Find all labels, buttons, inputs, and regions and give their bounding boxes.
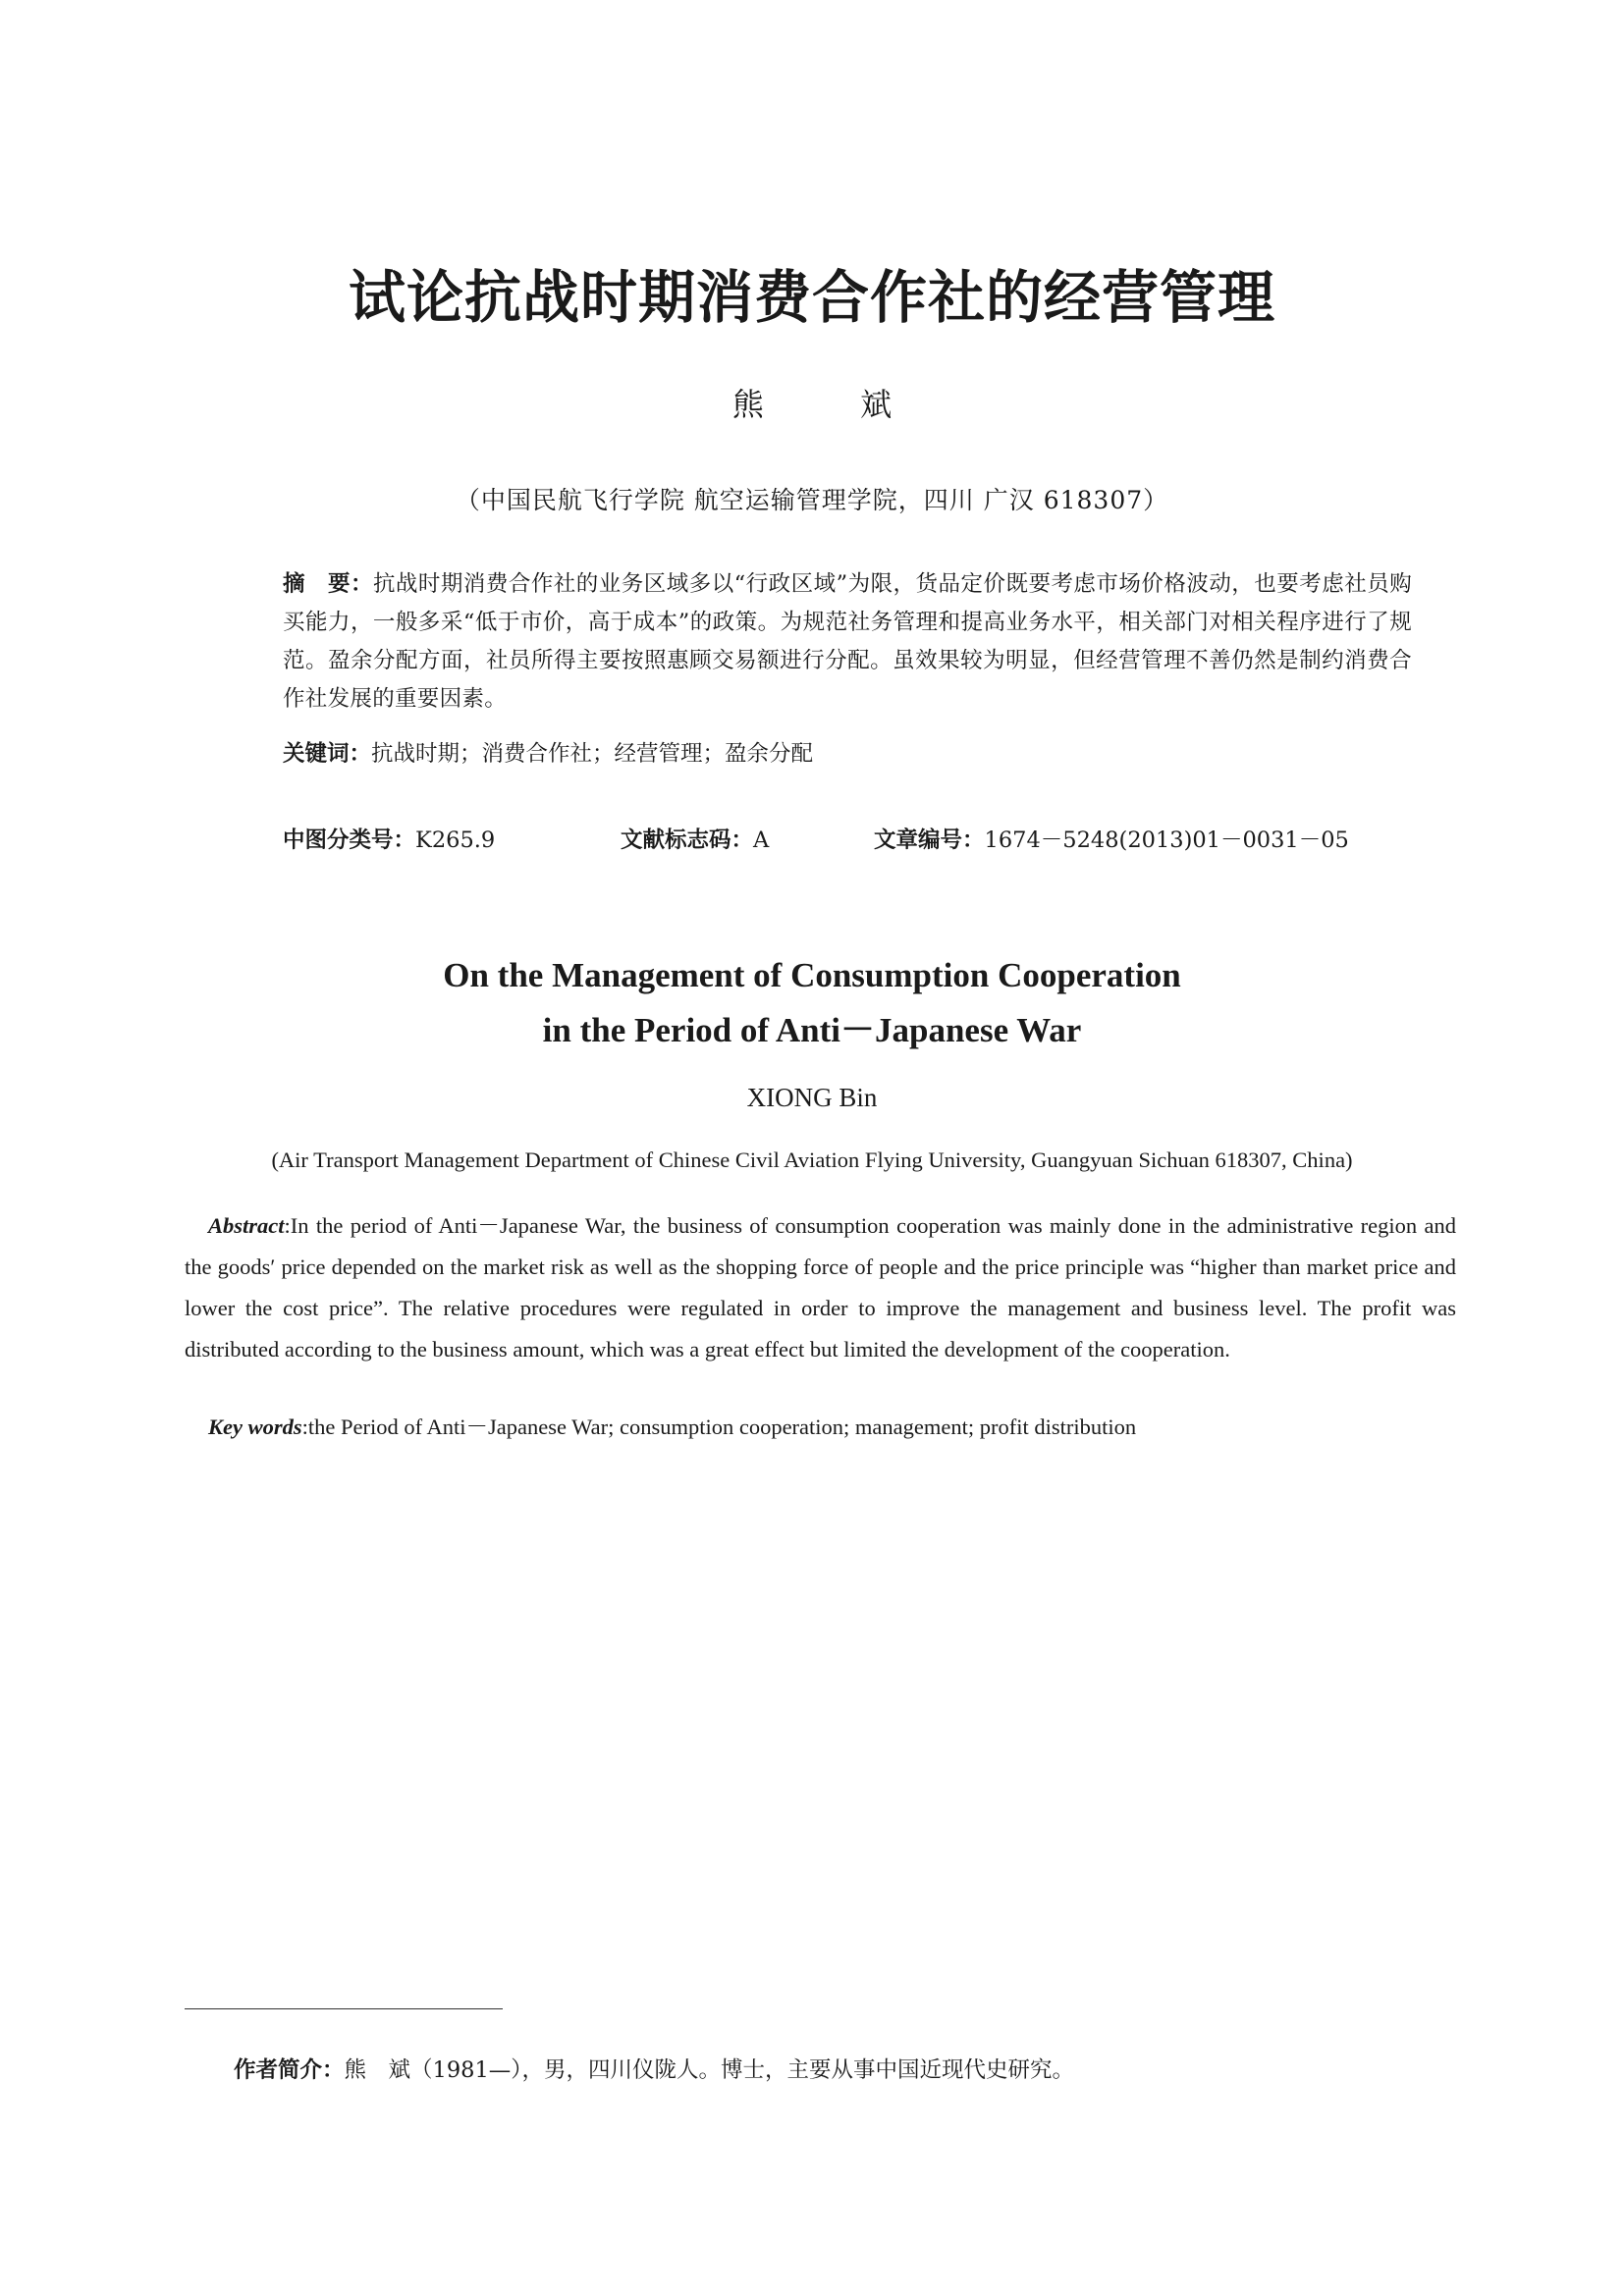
english-abstract-label: Abstract: [208, 1213, 285, 1238]
english-affiliation: (Air Transport Management Department of Chinese Civil Aviation Flying University, Guangyuan Sichuan 618307, China): [271, 1148, 1353, 1172]
article-number-label: 文章编号：: [874, 828, 985, 853]
footnote-divider: [185, 2008, 503, 2009]
english-title-line-2: in the Period of Anti－Japanese War: [542, 1011, 1082, 1049]
classification-row: [0, 823, 1624, 858]
author-bio-footnote: [234, 2054, 1412, 2087]
chinese-abstract-label: 摘 要：: [283, 571, 373, 597]
chinese-author: 熊 斌: [731, 386, 936, 423]
article-number-value: 1674－5248(2013)01－0031－05: [984, 828, 1349, 853]
author-bio-label: 作者简介：: [234, 2057, 345, 2083]
english-keywords-separator: :: [301, 1415, 308, 1439]
document-code-value: A: [753, 828, 770, 853]
document-code: [621, 823, 769, 858]
english-abstract-separator: :: [284, 1213, 291, 1238]
clc-label: 中图分类号：: [283, 828, 416, 853]
chinese-abstract-text: 抗战时期消费合作社的业务区域多以“行政区域”为限，货品定价既要考虑市场价格波动，也要考虑社员购买能力，一般多采“低于市价，高于成本”的政策。为规范社务管理和提高业务水平，相关部门对相关程序进行了规范。盈余分配方面，社员所得主要按照惠顾交易额进行分配。虽效果较为明显，但经营管理不善仍然是制约消费合作社发展的重要因素。: [283, 571, 1412, 712]
english-keywords-label: Key words: [208, 1415, 302, 1439]
chinese-affiliation: （中国民航飞行学院 航空运输管理学院，四川 广汉 618307）: [455, 486, 1169, 514]
clc-value: K265.9: [415, 828, 496, 853]
english-title: [0, 948, 1624, 1058]
english-keywords: [185, 1410, 1456, 1445]
chinese-title: 试论抗战时期消费合作社的经营管理: [348, 264, 1275, 331]
english-title-line-1: On the Management of Consumption Cooperation: [443, 956, 1181, 994]
english-abstract-text: In the period of Anti－Japanese War, the business of consumption cooperation was mainly done in the administrative region and the goods′ price depended on the market risk as well as the shopping force of people and the price principle was “higher than market price and lower the cost price”. The relative procedures were regulated in order to improve the management and business level. The profit was distributed according to the business amount, which was a great effect but limited the development of the cooperation.: [185, 1213, 1456, 1362]
english-abstract: [185, 1205, 1456, 1370]
chinese-keywords: [283, 736, 1412, 772]
english-author: XIONG Bin: [746, 1083, 878, 1112]
clc-number: [283, 823, 495, 858]
document-code-label: 文献标志码：: [621, 828, 754, 853]
article-number: [874, 823, 1349, 858]
chinese-keywords-text: 抗战时期；消费合作社；经营管理；盈余分配: [371, 741, 814, 767]
author-bio-text: 熊 斌（1981—），男，四川仪陇人。博士，主要从事中国近现代史研究。: [344, 2057, 1075, 2083]
chinese-keywords-label: 关键词：: [283, 741, 372, 767]
chinese-abstract: [283, 565, 1412, 719]
english-keywords-text: the Period of Anti－Japanese War; consumption cooperation; management; profit distribution: [307, 1415, 1137, 1439]
